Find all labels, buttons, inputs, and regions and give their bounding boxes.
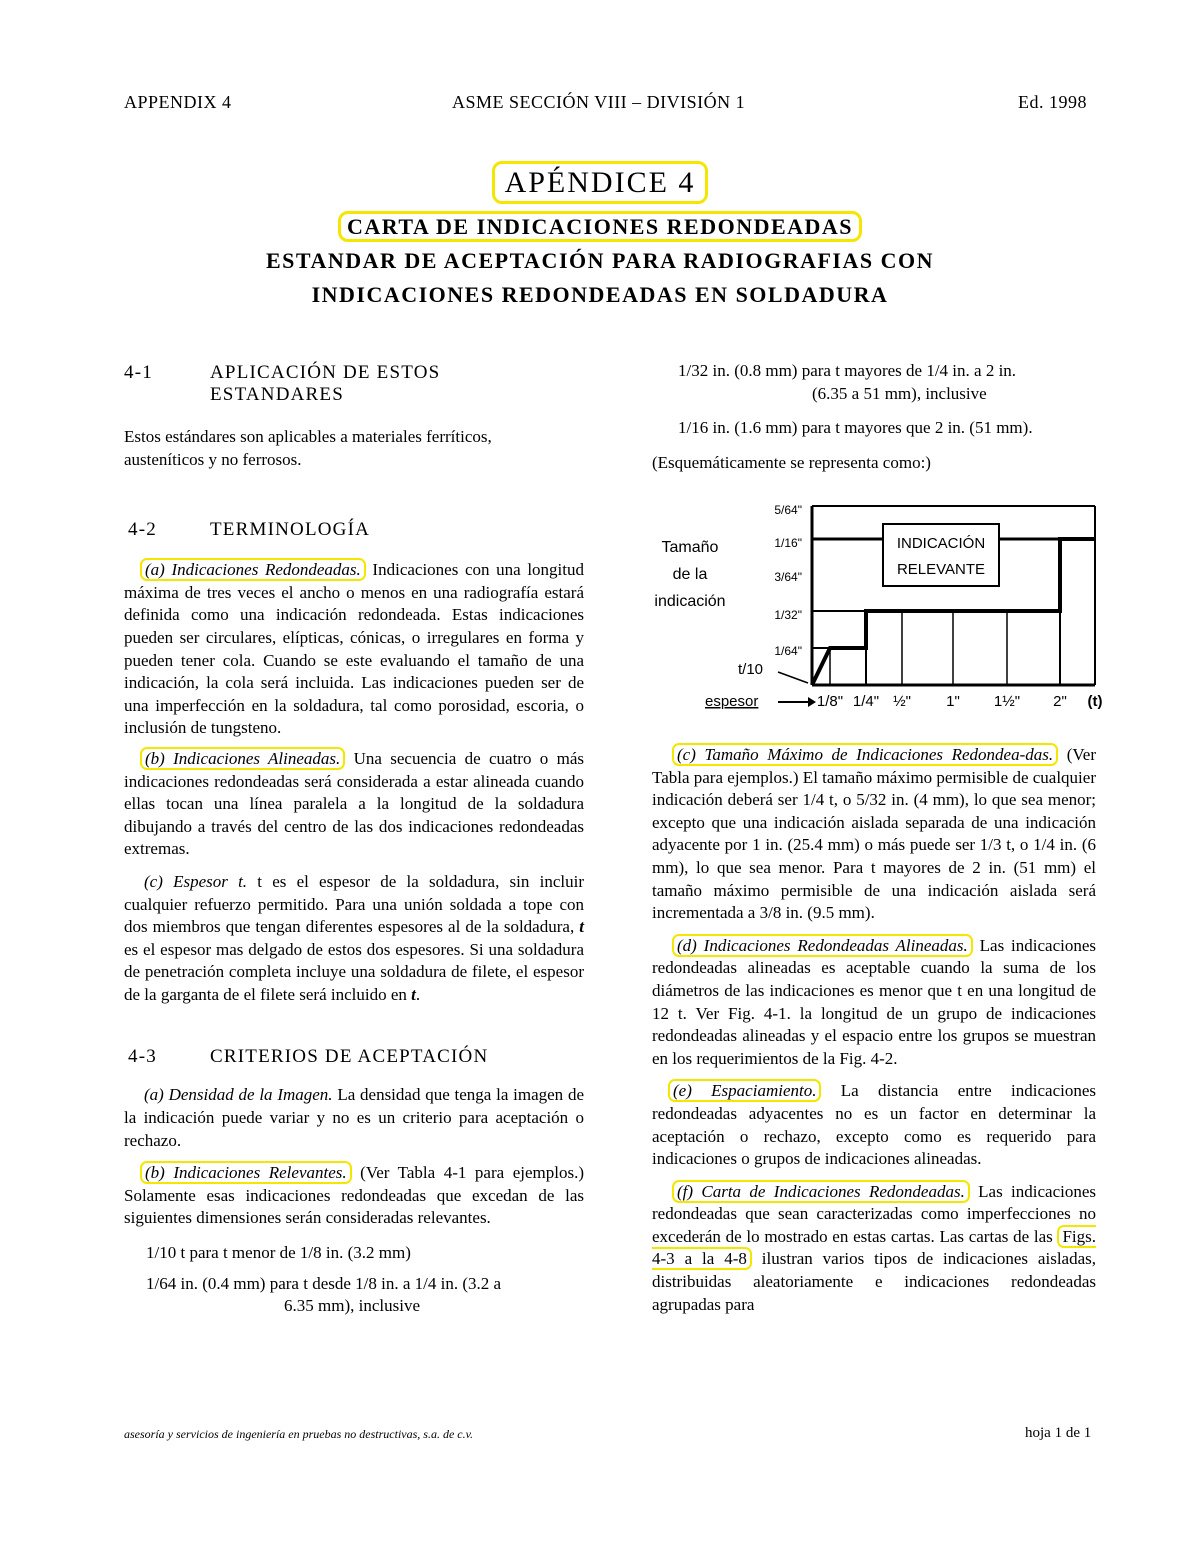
section-title: APLICACIÓN DE ESTOS [210,362,441,383]
subtitle-3: INDICACIONES REDONDEADAS EN SOLDADURA [311,282,889,307]
figs-reference: Figs. 4-3 a la 4-8 [652,1226,1096,1269]
term-label: (c) Espesor t. [144,871,248,891]
body-line: Estos estándares son aplicables a materiales ferríticos, [124,427,492,446]
para-text: ilustran varios tipos de indicaciones aisladas, distribuidas aleatoriamente e indicaciones redondeadas agrupadas para [652,1249,1096,1314]
para-4-3-b [124,1162,584,1230]
term-label: (a) Densidad de la Imagen. [144,1085,333,1105]
section-4-3-heading [124,1046,584,1068]
para-4-2-c [124,871,584,1007]
x-tick: ½" [893,693,911,710]
right-column-lower [652,744,1096,1316]
section-title: TERMINOLOGÍA [210,519,371,541]
section-4-1-heading [124,362,584,406]
formula-1: 1/10 t para t menor de 1/8 in. (3.2 mm) [146,1243,411,1263]
y-tick: 1/64" [774,644,802,658]
header-standard: ASME SECCIÓN VIII – DIVISIÓN 1 [452,92,746,112]
para-4-3-a [124,1084,584,1152]
footer-page: hoja 1 de 1 [1025,1425,1092,1441]
x-label: espesor [705,693,759,710]
right-column [652,360,1096,474]
para-4-3-d [652,935,1096,1071]
section-title-cont: ESTANDARES [210,384,344,405]
t-symbol: t [411,984,416,1004]
para-text: La densidad que tenga la imagen de la indicación puede variar y no es un criterio para aceptación o rechazo. [124,1085,584,1150]
t-over-10-label: t/10 [738,661,764,678]
para-text: La distancia entre indicaciones redondeadas adyacentes no es un factor en determinar la aceptación o rechazo, excepto como es requerido para indicaciones o grupos de indicaciones alineadas. [652,1081,1096,1169]
y-label-3: indicación [654,593,726,610]
x-tick: 2" [1053,693,1067,710]
para-text: Las indicaciones redondeadas alineadas es aceptable cuando la suma de los diámetros de las indicaciones es menor que t en una longitud de 12 t. Ver Fig. 4-1. la longitud de un grupo de indicaciones redondeadas alineadas y el espacio entre los grupos se muestran en los requerimientos de la Fig. 4-2. [652,935,1096,1068]
page-title: APÉNDICE 4 [492,161,709,204]
term-label: (d) Indicaciones Redondeadas Alineadas. [672,934,973,957]
term-label: (c) Tamaño Máximo de Indicaciones Redondea-das. [672,743,1058,766]
para-4-2-b [124,748,584,861]
para-text: Las indicaciones redondeadas que sean caracterizadas como imperfecciones no excederán de lo mostrado en estas cartas. Las cartas de las [652,1181,1096,1246]
term-label: (a) Indicaciones Redondeadas. [140,558,366,581]
left-column [124,362,584,1318]
para-text: (Ver Tabla 4-1 para ejemplos.) Solamente esas indicaciones redondeadas que excedan de las siguientes dimensiones serán consideradas relevantes. [124,1163,584,1228]
subtitle-1 [0,214,1200,240]
formula-3-cont: (6.35 a 51 mm), inclusive [812,383,987,403]
para-4-2-a [124,559,584,740]
header-appendix: APPENDIX 4 [124,92,232,112]
para-text: es el espesor mas delgado de estos dos espesores. Si una soldadura de penetración completa incluye una soldadura de filete, el espesor de la garganta de el filete será incluido en [124,939,584,1004]
para-text: t es el espesor de la soldadura, sin incluir cualquier refuerzo permitido. Para una unión soldada a tope con dos miembros que tengan diferentes espesores al de la soldadura, [124,871,584,937]
term-label: (b) Indicaciones Relevantes. [140,1161,352,1184]
t-axis-label: (t) [1087,693,1103,710]
subtitle-1-text: CARTA DE INDICACIONES REDONDEADAS [338,211,862,242]
term-label: (b) Indicaciones Alineadas. [140,747,345,770]
para-text: (Ver Tabla para ejemplos.) El tamaño máximo permisible de cualquier indicación deberá ser 1/4 t, o 5/32 in. (4 mm), lo que sea menor; excepto que una indicación aislada separada de una indicación adyacente por 1 in. (25.4 mm) o más puede ser 1/3 t, o 1/4 in. (6 mm), lo que sea menor. Para t mayores de 2 in. (51 mm) el tamaño máximo permisible de una indicación aislada será incrementada a 3/8 in. (9.5 mm). [652,745,1096,923]
section-title: CRITERIOS DE ACEPTACIÓN [210,1046,489,1068]
y-label-2: de la [672,566,708,583]
term-label: (f) Carta de Indicaciones Redondeadas. [672,1180,970,1203]
formula-2: 1/64 in. (0.4 mm) para t desde 1/8 in. a 1/4 in. (3.2 a [146,1273,502,1293]
body-line: austeníticos y no ferrosos. [124,449,302,469]
y-tick: 1/32" [774,608,802,622]
para-text: Indicaciones con una longitud máxima de tres veces el ancho o menos en una radiografía estará definida como una indicación redondeada. Estas indicaciones pueden ser circulares, elípticas, cónicas, o irregulares en forma y pueden tener cola. Cuando se este evaluando el tamaño de una indicación, la cola será incluida. Las indicaciones pueden ser de una imperfección en la soldadura, tal como porosidad, escoria, o inclusión de tungsteno. [124,560,584,738]
term-label: (e) Espaciamiento. [668,1079,821,1102]
section-4-2-heading [124,519,584,541]
para-4-3-e [652,1080,1096,1170]
box-label-1: INDICACIÓN [896,535,986,552]
y-tick: 3/64" [774,570,802,584]
box-label-2: RELEVANTE [896,561,986,578]
t10-pointer [778,672,808,683]
para-text: Una secuencia de cuatro o más indicaciones redondeadas será considerada a estar alineada cuando ellas tocan una línea paralela a la longitud de la soldadura dibujando a través del centro de las dos indicaciones redondeadas extremas. [124,748,584,859]
arrow-head [808,697,816,707]
para-4-3-f [652,1181,1096,1317]
title-block [0,166,1200,200]
x-tick: 1" [946,693,960,710]
footer-company: asesoría y servicios de ingeniería en pruebas no destructivas, s.a. de c.v. [124,1427,474,1441]
x-tick: 1½" [993,693,1021,710]
x-tick: 1/4" [852,693,880,710]
para-text: . [415,984,421,1004]
schema-note: (Esquemáticamente se representa como:) [652,452,931,472]
y-tick: 5/64" [774,503,802,517]
y-tick: 1/16" [774,536,802,550]
section-number: 4-2 [128,519,157,541]
relevant-indication-diagram [650,498,1110,720]
t-symbol: t [579,917,584,937]
formula-4: 1/16 in. (1.6 mm) para t mayores que 2 in. (51 mm). [678,418,1033,438]
section-number: 4-1 [124,362,153,383]
formula-3: 1/32 in. (0.8 mm) para t mayores de 1/4 in. a 2 in. [678,361,1017,380]
header-edition: Ed. 1998 [1018,92,1087,112]
formula-2-cont: 6.35 mm), inclusive [284,1296,420,1316]
subtitle-2: ESTANDAR DE ACEPTACIÓN PARA RADIOGRAFIAS CON [266,248,934,273]
x-tick: 1/8" [816,693,844,710]
section-number: 4-3 [128,1046,157,1068]
y-label-1: Tamaño [661,539,719,556]
para-4-3-c [652,744,1096,925]
section-4-1-body [124,426,584,471]
